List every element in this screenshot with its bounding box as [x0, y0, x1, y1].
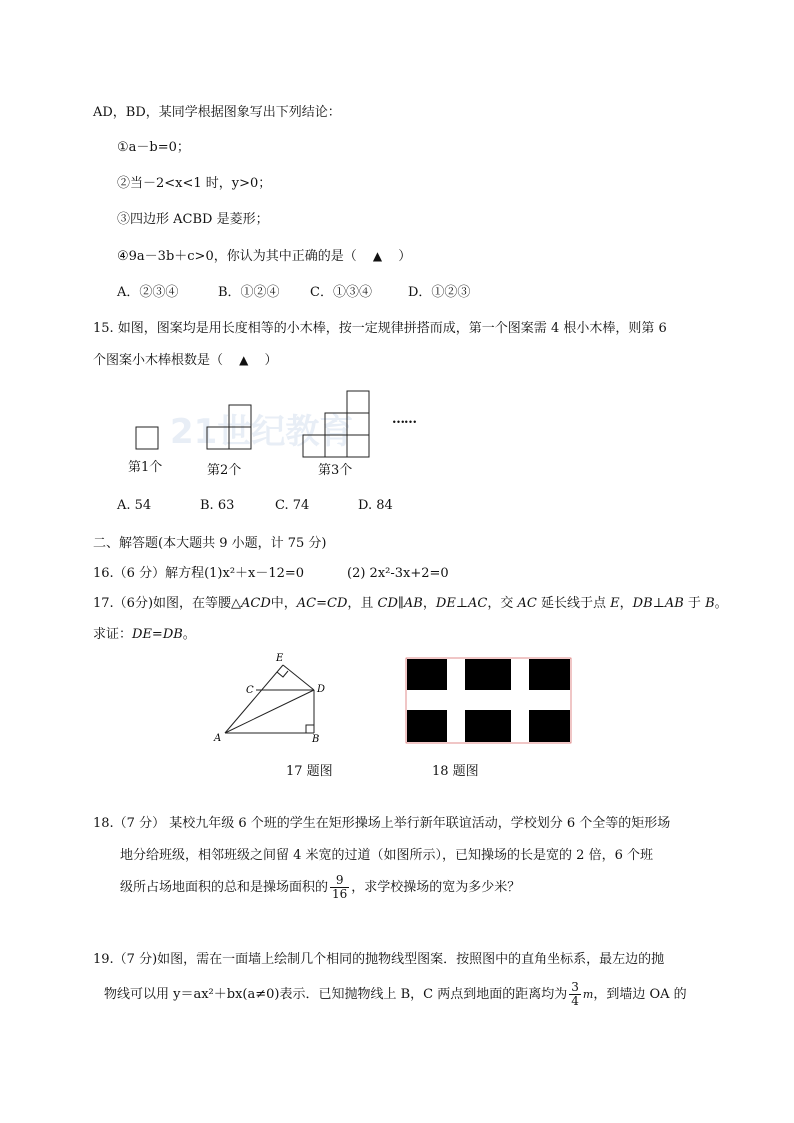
q17-text: 17.（6分)如图，在等腰△	[93, 596, 242, 611]
unit-meter: m	[582, 988, 594, 1001]
q17-text: ，	[422, 596, 436, 611]
q17-text: ，	[619, 596, 633, 611]
answer-blank-triangle-icon: ▲	[372, 249, 383, 263]
q14-option-b: B．①②④	[218, 285, 280, 300]
q17-figure-caption: 17 题图	[286, 764, 333, 779]
q18-stem-line2: 地分给班级，相邻班级之间留 4 米宽的过道（如图所示），已知操场的长是宽的 2 倍，6 个班	[120, 848, 653, 863]
q14-conclusion-4-close: ）	[398, 249, 412, 264]
q15-stick-pattern-figure	[120, 385, 430, 465]
q14-option-a: A．②③④	[117, 285, 179, 300]
section-heading: 二、解答题(本大题共 9 小题，计 75 分)	[93, 536, 327, 551]
q17-text: 于	[683, 596, 706, 611]
point-c-label: C	[246, 685, 254, 696]
watermark-logo: 21世纪教育	[170, 412, 354, 452]
q17-stem-line1	[93, 595, 728, 613]
fraction-denominator: 4	[571, 994, 579, 1008]
q18-text: ，求学校操场的宽为多少米？	[351, 880, 521, 895]
q17-stem-line2	[93, 626, 196, 644]
fraction-nine-sixteenths	[330, 874, 349, 901]
q15-stem-line2-text: 个图案小木棒根数是（	[93, 353, 224, 368]
q16-part-1: 16.（6 分）解方程(1)x²＋x－12=0	[93, 566, 305, 581]
answer-blank-triangle-icon: ▲	[239, 353, 249, 367]
q17-point-e: E	[610, 596, 620, 611]
q17-triangle-drawing	[205, 645, 335, 745]
point-a-label: A	[214, 733, 222, 744]
point-e-label: E	[276, 653, 284, 664]
q15-option-d: D. 84	[358, 498, 393, 513]
q17-condition-ac-cd: AC=CD	[296, 596, 348, 611]
q17-text: 。	[714, 596, 728, 611]
q19-text: ，到墙边 OA 的	[593, 987, 687, 1002]
fraction-numerator: 3	[571, 980, 579, 994]
q14-conclusion-3: ③四边形 ACBD 是菱形；	[117, 212, 269, 227]
q17-condition-parallel: CD∥AB	[377, 596, 423, 611]
q14-option-c: C．①③④	[310, 285, 372, 300]
q14-conclusion-2: ②当－2<x<1 时，y>0；	[117, 176, 272, 191]
q18-stem-line3	[120, 873, 520, 903]
continuation-dots: ……	[392, 412, 416, 427]
q15-stem-line1: 15. 如图，图案均是用长度相等的小木棒，按一定规律拼搭而成，第一个图案需 4 根小木棒，则第 6	[93, 321, 667, 336]
q17-point-b: B	[705, 596, 715, 611]
q17-text: 中，	[270, 596, 297, 611]
fraction-numerator: 9	[330, 874, 349, 888]
q16-part-2: (2) 2x²-3x+2=0	[347, 566, 449, 581]
q14-intro: AD，BD，某同学根据图象写出下列结论：	[93, 105, 341, 120]
q14-option-d: D．①②③	[408, 285, 471, 300]
q18-stem-line1: 18.（7 分） 某校九年级 6 个班的学生在矩形操场上举行新年联谊活动，学校划分 6 个全等的矩形场	[93, 816, 671, 831]
q14-conclusion-4	[117, 247, 411, 266]
q14-conclusion-4-text: ④9a－3b＋c>0，你认为其中正确的是（	[117, 249, 357, 264]
point-d-label: D	[317, 684, 326, 695]
q19-text: 物线可以用 y＝ax²＋bx(a≠0)表示．已知抛物线上 B，C 两点到地面的距离均为	[104, 987, 568, 1002]
q15-option-a: A. 54	[117, 498, 152, 513]
q17-goal: DE=DB	[132, 627, 183, 642]
pattern-2-label: 第2个	[207, 463, 242, 478]
q17-text: 。	[182, 627, 196, 642]
q15-stem-line2-close: ）	[264, 353, 278, 368]
fraction-denominator: 16	[332, 887, 348, 901]
q18-figure-caption: 18 题图	[432, 764, 479, 779]
q17-text: ，交	[487, 596, 518, 611]
q15-stem-line2	[93, 351, 278, 370]
pattern-1	[136, 427, 158, 449]
q19-stem-line1: 19.（7 分)如图，需在一面墙上绘制几个相同的抛物线型图案．按照图中的直角坐标系，最左边的抛	[93, 952, 665, 967]
pattern-1-label: 第1个	[128, 460, 163, 475]
pattern-3-label: 第3个	[318, 463, 353, 478]
stick-pattern-drawing	[120, 385, 430, 465]
point-b-label: B	[312, 734, 320, 745]
q18-field-figure	[405, 657, 573, 745]
fraction-three-quarters	[569, 981, 581, 1008]
q17-triangle-name: ACD	[241, 596, 271, 611]
q17-condition-de-perp: DE⊥AC	[435, 596, 488, 611]
q17-segment-ac: AC	[517, 596, 537, 611]
q15-option-b: B. 63	[200, 498, 235, 513]
q17-condition-db-perp: DB⊥AB	[632, 596, 684, 611]
q14-conclusion-1: ①a－b=0；	[117, 140, 190, 155]
q17-geometry-figure	[205, 645, 335, 745]
q18-field-drawing	[405, 657, 573, 745]
q17-text: ，且	[347, 596, 378, 611]
q19-stem-line2	[104, 980, 687, 1010]
q15-option-c: C. 74	[275, 498, 310, 513]
q17-prove-label: 求证：	[93, 627, 133, 642]
q18-text: 级所占场地面积的总和是操场面积的	[120, 880, 329, 895]
q17-text: 延长线于点	[536, 596, 611, 611]
